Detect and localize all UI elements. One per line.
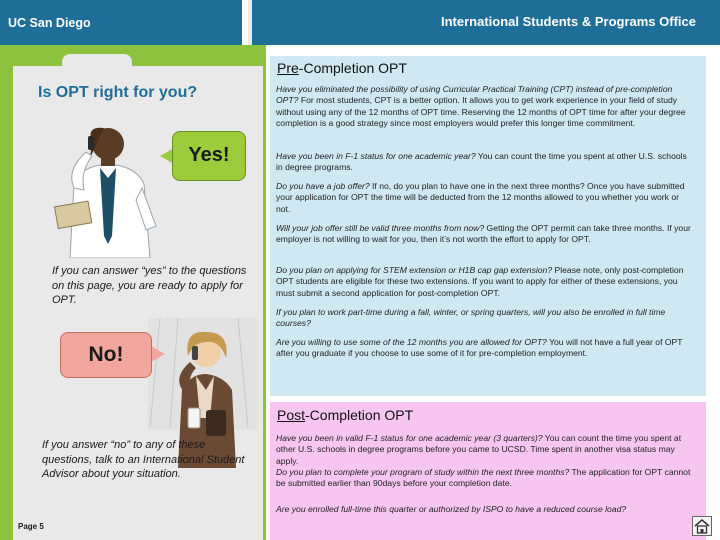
page-number: Page 5 (18, 522, 44, 531)
pre-item-question: Have you been in F-1 status for one academic year? (276, 151, 476, 161)
pre-item-answer: Please note, only post-completion OPT students are eligible for these two extensions. If you want to apply for either of these extensions, you must submit a second application for post-completion OPT. (276, 265, 684, 298)
pre-item-question: Are you willing to use some of the 12 months you are allowed for OPT? (276, 337, 547, 347)
pre-item-answer: If no, do you plan to have one in the next three months? Once you have submitted your application for OPT the time will be deducted from the 12 months allowed to you whether you work or not. (276, 181, 685, 214)
no-speech-bubble (60, 332, 152, 378)
pre-item-7 (276, 337, 694, 360)
home-icon-glyph (693, 517, 711, 535)
yes-label: Yes! (188, 144, 230, 166)
org-name: UC San Diego (8, 16, 91, 30)
pre-item-answer: You can count the time you spent at other U.S. schools in degree programs. (276, 151, 687, 173)
opt-question-heading: Is OPT right for you? (38, 84, 198, 101)
pre-item-4 (276, 223, 694, 246)
post-item-3 (276, 504, 694, 515)
post-item-answer: You can count the time you spent at other U.S. schools in degree programs before you came to UCSD. Time spent in another visa status may apply. (276, 433, 682, 466)
post-item-1 (276, 433, 694, 467)
post-item-answer: The application for OPT cannot be submitted earlier than 90days before your completion date. (276, 467, 691, 489)
pre-title-prefix: Pre (277, 60, 299, 76)
post-item-2 (276, 467, 694, 490)
pre-completion-title (277, 60, 407, 76)
pre-item-answer: Getting the OPT permit can take three months. If your employer is not willing to wait for you, then it’s not worth the effort to apply for OPT. (276, 223, 691, 245)
header-left-bar (0, 0, 247, 45)
pre-item-question: Do you plan on applying for STEM extension or H1B cap gap extension? (276, 265, 553, 275)
yes-instruction: If you can answer “yes” to the questions on this page, you are ready to apply for OPT. (52, 265, 247, 306)
pre-item-question: Will your job offer still be valid three months from now? (276, 223, 485, 233)
post-item-question: Are you enrolled full-time this quarter or authorized by ISPO to have a reduced course load? (276, 504, 627, 514)
no-label: No! (88, 343, 124, 366)
pre-item-3 (276, 181, 694, 215)
office-name: International Students & Programs Office (441, 14, 696, 29)
pre-title-rest: -Completion OPT (298, 60, 407, 76)
businessman-on-phone-illustration (52, 118, 164, 258)
pre-item-2 (276, 151, 694, 174)
no-instruction: If you answer “no” to any of these questions, talk to an International Student Advisor about your situation. (42, 439, 245, 480)
yes-speech-bubble (172, 131, 246, 181)
post-title-rest: -Completion OPT (305, 407, 414, 423)
post-item-question: Have you been in valid F-1 status for one academic year (3 quarters)? (276, 433, 543, 443)
pre-item-question: Do you have a job offer? (276, 181, 370, 191)
pre-item-question: Have you eliminated the possibility of using Curricular Practical Training (CPT) instead of pre-completion OPT? (276, 84, 673, 106)
header-right-bar (252, 0, 720, 45)
pre-item-5 (276, 265, 694, 299)
pre-item-answer: You will not have a full year of OPT after you graduate if you choose to use some of it for pre-completion employment. (276, 337, 683, 359)
pre-item-answer: For most students, CPT is a better option. It allows you to get work experience in your field of study without using any of the 12 months of OPT time. Reserving the 12 months of OPT time for after your degree completion is a good strategy since most employers would prefer this longer time commitment. (276, 95, 686, 128)
post-completion-title (277, 407, 413, 423)
pre-item-6 (276, 307, 694, 330)
no-bubble-tail (151, 346, 165, 362)
post-title-prefix: Post (277, 407, 306, 423)
pre-item-question: If you plan to work part-time during a fall, winter, or spring quarters, will you also be enrolled in full time courses? (276, 307, 666, 329)
post-item-question: Do you plan to complete your program of study within the next three months? (276, 467, 570, 477)
home-icon[interactable] (692, 516, 712, 536)
pre-item-1 (276, 84, 694, 129)
